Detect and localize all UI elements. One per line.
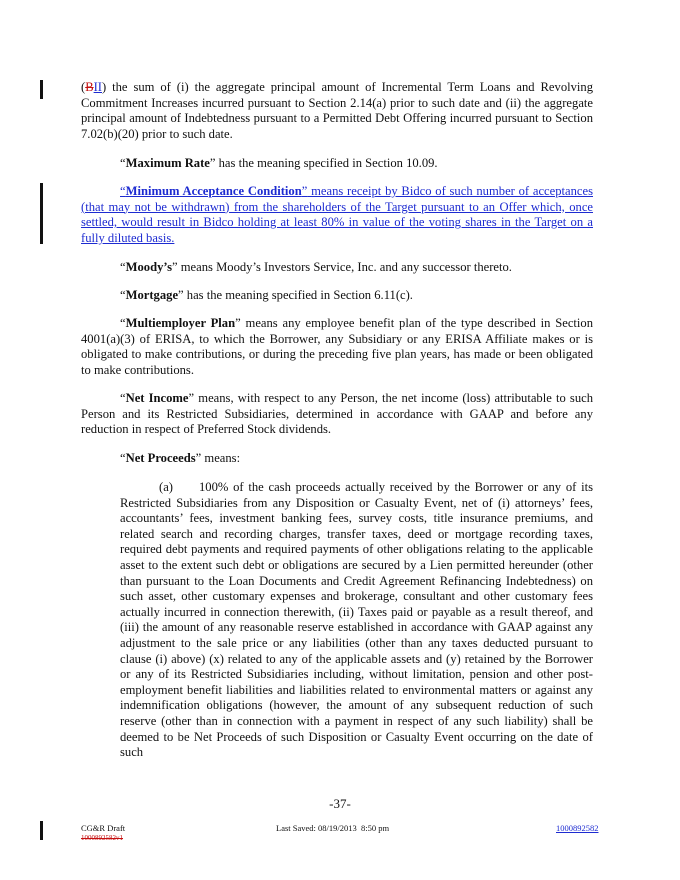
inserted-text: II xyxy=(93,80,102,94)
footer-last-saved: Last Saved: 08/19/2013 8:50 pm xyxy=(276,823,390,833)
defined-term: Maximum Rate xyxy=(125,156,210,170)
defined-term: Minimum Acceptance Condition xyxy=(125,184,302,198)
definition-net-proceeds: “Net Proceeds” means: xyxy=(120,451,241,465)
definition-multiemployer-plan: “Multiemployer Plan” means any employee benefit plan of the type described in Section 4001(a)(3) of ERISA, to which the Borrower, any Subsidiary or any ERISA Affiliate makes or is obligated to make contributions, or during the preceding five plan years, has made or been obligated to make contributions. xyxy=(81,316,593,377)
change-bar xyxy=(40,821,43,840)
defined-term: Multiemployer Plan xyxy=(125,316,236,330)
definition-moodys: “Moody’s” means Moody’s Investors Service, Inc. and any successor thereto. xyxy=(120,260,512,274)
definition-minimum-acceptance-condition: “Minimum Acceptance Condition” means receipt by Bidco of such number of acceptances (that may not be withdrawn) from the shareholders of the Target pursuant to an Offer which, once settled, would result in Bidco holding at least 80% in value of the voting shares in the Target on a fully diluted basis. xyxy=(81,184,593,245)
subclause-label: (a) xyxy=(159,480,173,494)
change-bar xyxy=(40,183,43,244)
definition-mortgage: “Mortgage” has the meaning specified in Section 6.11(c). xyxy=(120,288,413,302)
definition-maximum-rate: “Maximum Rate” has the meaning specified in Section 10.09. xyxy=(120,156,438,170)
footer-draft-label: CG&R Draft xyxy=(81,823,126,833)
subclause-a: (a) 100% of the cash proceeds actually received by the Borrower or any of its Restricted Subsidiaries from any Disposition or Casualty Event, net of (i) attorneys’ fees, accountants’ fees, investment banking fees, survey costs, title insurance premiums, and related search and recording charges, transfer taxes, deed or mortgage recording taxes, required debt payments and required payments of other obligations relating to the applicable asset to the extent such debt or obligations are secured by a Lien permitted hereunder (other than pursuant to the Loan Documents and Credit Agreement Refinancing Indebtedness) on such asset, other customary expenses and brokerage, consultant and other customary fees actually incurred in connection therewith, (ii) Taxes paid or payable as a result thereof, and (iii) the amount of any reasonable reserve established in accordance with GAAP against any adjustment to the sale price or any liabilities (other than any taxes deducted pursuant to clause (i) above) (x) related to any of the applicable assets and (y) retained by the Borrower or any of its Restricted Subsidiaries including, without limitation, pension and other post-employment benefit liabilities and liabilities related to environmental matters or against any indemnification obligations (however, the amount of any subsequent reduction of such reserve (other than in connection with a payment in respect of any such liability) shall be deemed to be Net Proceeds of such Disposition or Casualty Event occurring on the date of such xyxy=(120,480,593,760)
defined-term: Net Income xyxy=(125,391,189,405)
change-bar xyxy=(40,80,43,99)
defined-term: Net Proceeds xyxy=(125,451,196,465)
defined-term: Moody’s xyxy=(125,260,173,274)
definition-net-income: “Net Income” means, with respect to any Person, the net income (loss) attributable to such Person and its Restricted Subsidiaries, determined in accordance with GAAP and before any reduction in respect of Preferred Stock dividends. xyxy=(81,391,594,437)
footer-doc-id: 1000892582 xyxy=(556,823,599,833)
footer-deleted-doc-id: 1000892582v1 xyxy=(81,834,123,842)
defined-term: Mortgage xyxy=(125,288,179,302)
clause-b-paragraph: (BII) the sum of (i) the aggregate principal amount of Incremental Term Loans and Revolving Commitment Increases incurred pursuant to Section 2.14(a) prior to such date and (ii) the aggregate principal amount of Indebtedness pursuant to a Permitted Debt Offering incurred pursuant to Section 7.02(b)(20) prior to such date. xyxy=(81,80,593,141)
deleted-text: B xyxy=(85,80,94,94)
page-number: -37- xyxy=(329,796,351,811)
